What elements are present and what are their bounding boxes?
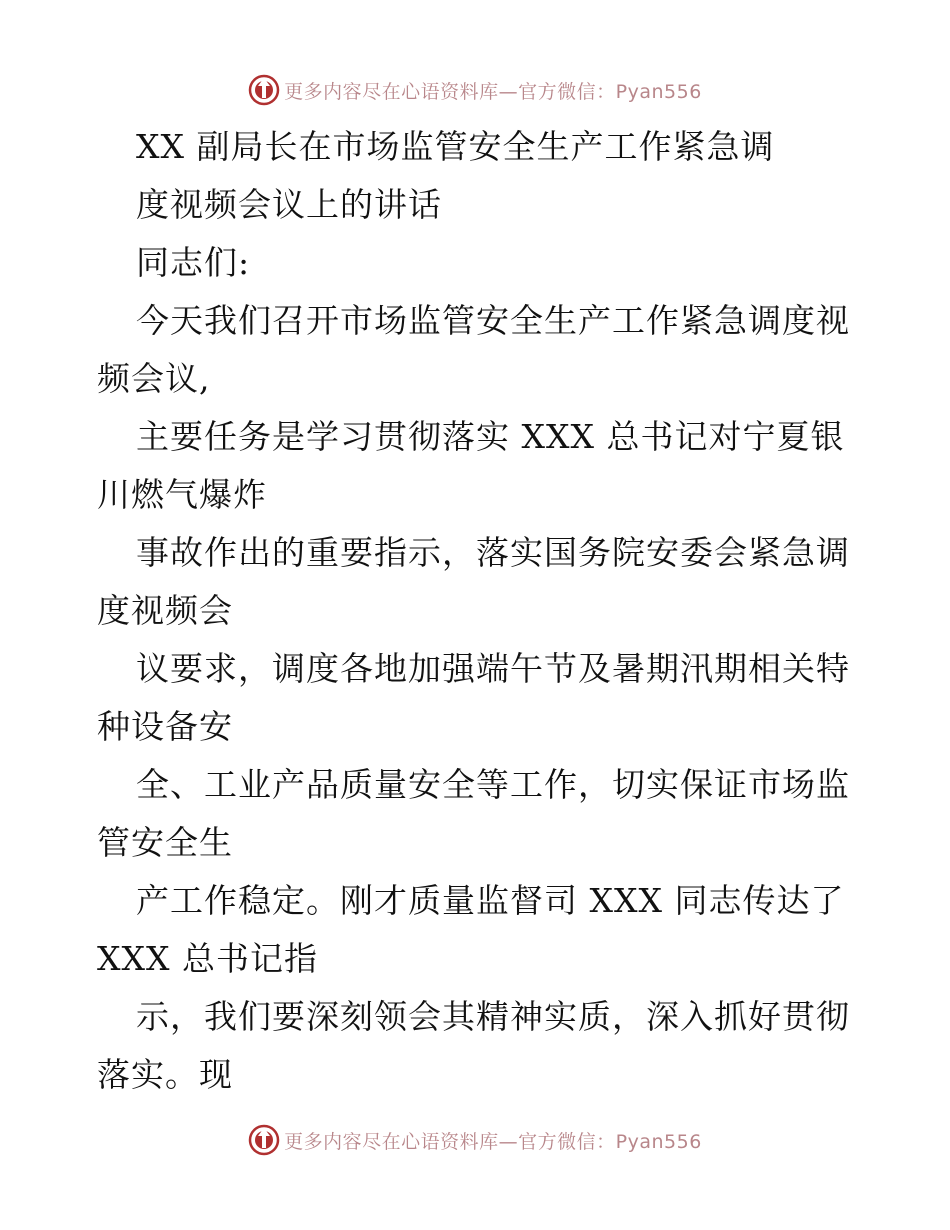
text-line: 落实。现: [97, 1055, 233, 1094]
text-line: 同志们:: [136, 243, 251, 282]
text-line: 议要求，调度各地加强端午节及暑期汛期相关特: [136, 649, 850, 688]
text-line: 全、工业产品质量安全等工作，切实保证市场监: [136, 765, 850, 804]
text-line: 度视频会议上的讲话: [136, 185, 442, 224]
text-line: 示，我们要深刻领会其精神实质，深入抓好贯彻: [136, 997, 850, 1036]
header-banner: [0, 70, 950, 110]
logo-icon: [248, 1124, 280, 1156]
text-line: XX 副局长在市场监管安全生产工作紧急调: [136, 127, 775, 166]
text-line: 产工作稳定。刚才质量监督司 XXX 同志传达了: [136, 881, 845, 920]
text-line: 管安全生: [97, 823, 233, 862]
text-line: 事故作出的重要指示，落实国务院安委会紧急调: [136, 533, 850, 572]
banner-text: 更多内容尽在心语资料库—官方微信：Pyan556: [284, 80, 702, 103]
text-line: 今天我们召开市场监管安全生产工作紧急调度视: [136, 301, 850, 340]
document-body: [97, 118, 857, 1104]
text-line: 频会议,: [97, 359, 211, 398]
text-line: 川燃气爆炸: [97, 475, 267, 514]
text-line: 主要任务是学习贯彻落实 XXX 总书记对宁夏银: [136, 417, 845, 456]
text-line: XXX 总书记指: [97, 939, 318, 978]
logo-icon: [248, 74, 280, 106]
text-line: 种设备安: [97, 707, 233, 746]
footer-banner: [0, 1120, 950, 1160]
banner-text: 更多内容尽在心语资料库—官方微信：Pyan556: [284, 1130, 702, 1153]
text-line: 度视频会: [97, 591, 233, 630]
